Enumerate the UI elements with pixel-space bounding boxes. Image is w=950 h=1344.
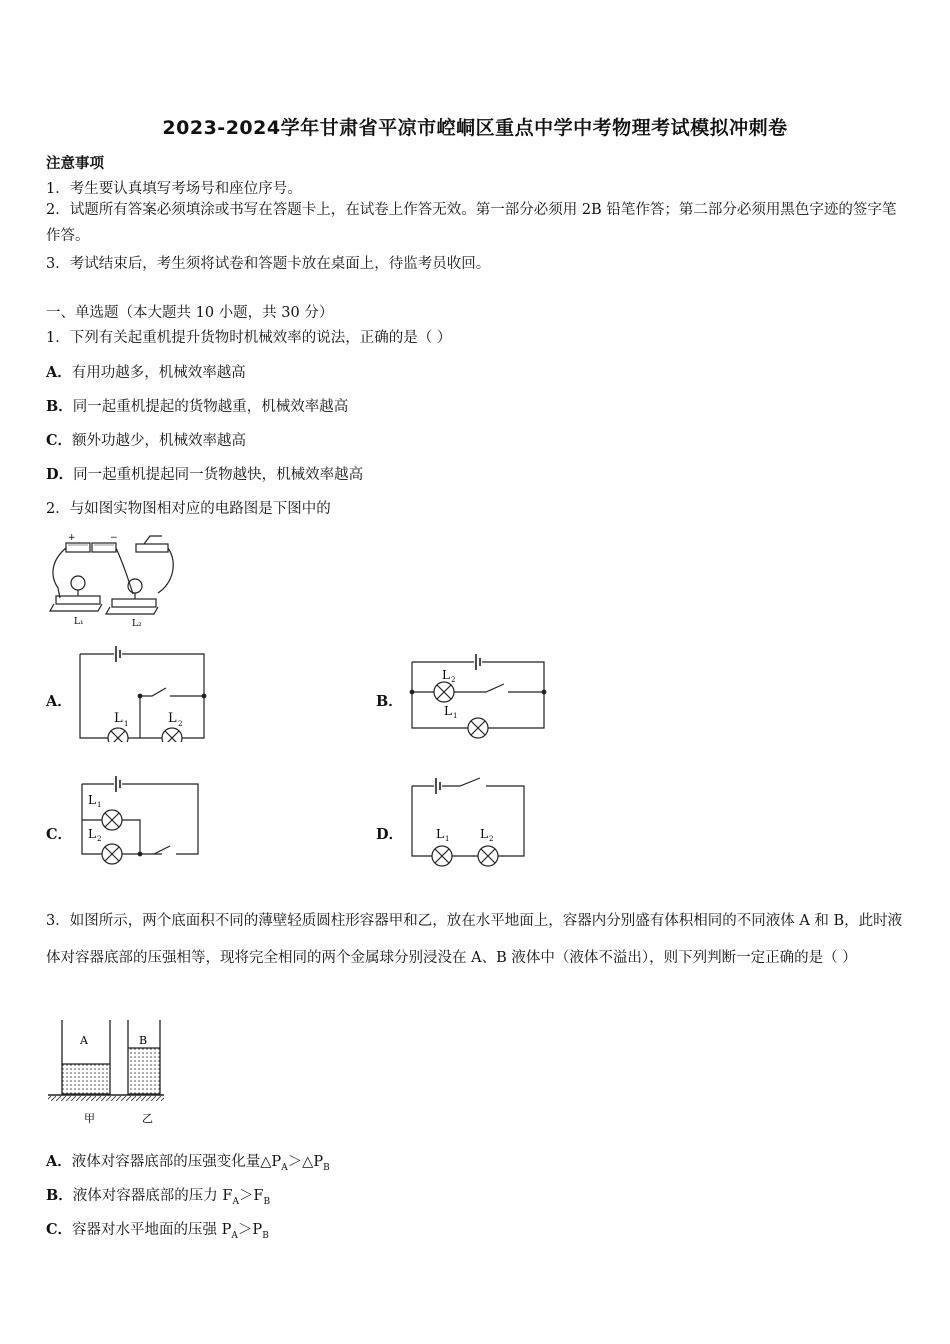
- label-a: A: [80, 1034, 88, 1047]
- figure-l1-label: L₁: [74, 617, 84, 627]
- q2-option-c-label: C．: [46, 826, 73, 843]
- switch-lever-icon: [144, 536, 162, 544]
- battery-icon: [476, 654, 480, 670]
- q2-option-c-circuit: [78, 770, 203, 870]
- bulb-l1-base-icon: [56, 596, 100, 604]
- q3-containers-figure: [46, 1016, 166, 1128]
- battery-plus-label: +: [68, 533, 76, 543]
- q3-stem: 3．如图所示，两个底面积不同的薄壁轻质圆柱形容器甲和乙，放在水平地面上，容器内分别盛有体积相同的不同液体 A 和 B，此时液体对容器底部的压强相等，现将完全相同的两个金属球分别浸没在 A、B 液体中（液体不溢出），则下列判断一定正确的是（ ）: [46, 913, 903, 966]
- battery-cell-icon: [66, 543, 90, 552]
- lamp-l2-sub: 2: [178, 720, 183, 728]
- label-jia: 甲: [84, 1112, 95, 1125]
- label-b: B: [139, 1034, 148, 1047]
- q1-option-c: C．额外功越少，机械效率越高: [46, 432, 247, 449]
- liquid-a: [62, 1064, 110, 1094]
- q2-option-d-circuit: [404, 772, 529, 872]
- q1-option-b: B．同一起重机提起的货物越重，机械效率越高: [46, 398, 349, 415]
- lamp-l1-sub: 1: [445, 835, 450, 843]
- bulb-l2-base-icon: [112, 599, 156, 607]
- q2-physical-circuit-figure: [48, 528, 183, 628]
- lamp-l1-label: L: [444, 704, 452, 718]
- q3-option-a: A．液体对容器底部的压强变化量$\triangle P_A>\triangle P_B$: [46, 1153, 330, 1173]
- lamp-l1-sub: 1: [453, 712, 458, 720]
- q2-option-a-label: A．: [46, 693, 72, 710]
- lamp-l1-label: L: [114, 711, 123, 726]
- notice-heading: 注意事项: [46, 155, 104, 172]
- q1-stem: 1．下列有关起重机提升货物时机械效率的说法，正确的是（ ）: [46, 330, 452, 346]
- lamp-l2-label: L: [168, 711, 177, 726]
- lamp-l2-sub: 2: [489, 835, 494, 843]
- q3-option-b: B．液体对容器底部的压力 $F_A>F_B$: [46, 1187, 271, 1207]
- q1-option-d: D．同一起重机提起同一货物越快，机械效率越高: [46, 466, 364, 483]
- lamp-l1-sub: 1: [97, 801, 102, 809]
- liquid-b: [128, 1048, 160, 1094]
- q2-option-b-label: B．: [376, 693, 403, 710]
- q2-option-a-circuit: [78, 642, 208, 742]
- notice-item-3: 3．考试结束后，考生须将试卷和答题卡放在桌面上，待监考员收回。: [46, 256, 491, 272]
- battery-cell-icon: [92, 543, 116, 552]
- q2-option-b-circuit: [404, 648, 549, 743]
- lamp-l2-label: L: [442, 668, 450, 682]
- q1-option-a: A．有用功越多，机械效率越高: [46, 364, 246, 381]
- battery-icon: [116, 646, 120, 662]
- q3-option-c: C．容器对水平地面的压强 $P_A>P_B$: [46, 1221, 269, 1241]
- lamp-l2-sub: 2: [97, 835, 102, 843]
- lamp-l2-icon: [162, 728, 182, 742]
- switch-base-icon: [136, 544, 168, 552]
- lamp-l2-label: L: [480, 827, 488, 841]
- lamp-l2-label: L: [88, 827, 96, 841]
- lamp-l1-label: L: [436, 827, 444, 841]
- battery-icon: [116, 776, 120, 792]
- section-heading: 一、单选题（本大题共 10 小题，共 30 分）: [46, 305, 334, 321]
- lamp-l1-icon: [108, 728, 128, 742]
- figure-l2-label: L₂: [132, 619, 142, 628]
- page-title: 2023-2024学年甘肃省平凉市崆峒区重点中学中考物理考试模拟冲刺卷: [162, 117, 788, 139]
- label-yi: 乙: [142, 1112, 153, 1125]
- battery-icon: [436, 778, 440, 794]
- bulb-l1-icon: [71, 576, 85, 590]
- lamp-l1-sub: 1: [124, 720, 129, 728]
- lamp-l1-label: L: [88, 793, 96, 807]
- q2-stem: 2．与如图实物图相对应的电路图是下图中的: [46, 501, 331, 517]
- battery-minus-label: −: [110, 533, 118, 543]
- q2-option-d-label: D．: [376, 826, 404, 843]
- lamp-l2-sub: 2: [451, 676, 456, 684]
- notice-item-1: 1．考生要认真填写考场号和座位序号。: [46, 181, 302, 197]
- notice-item-2: 2．试题所有答案必须填涂或书写在答题卡上，在试卷上作答无效。第一部分必须用 2B 铅笔作答；第二部分必须用黑色字迹的签字笔作答。: [46, 202, 897, 244]
- ground-hatch: [48, 1096, 164, 1101]
